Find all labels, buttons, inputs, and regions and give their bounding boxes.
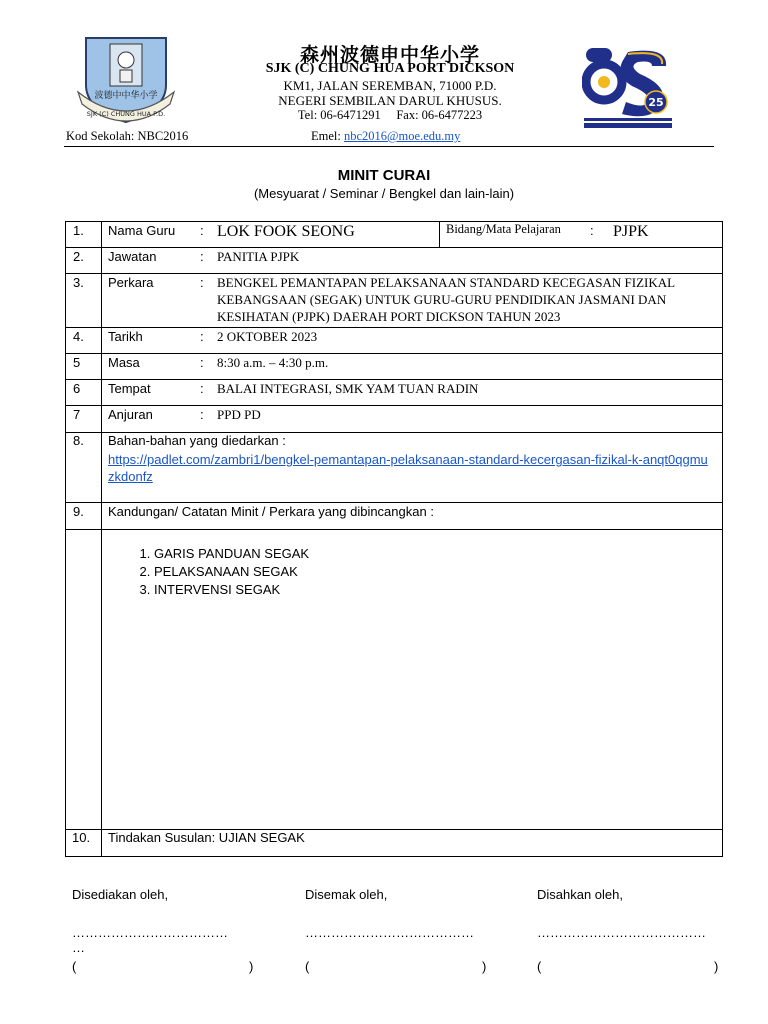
row-nama-guru [66,222,722,248]
row-label: Perkara [108,275,154,290]
row-number: 6 [73,381,81,396]
name-paren-close-3: ) [714,959,719,974]
row-value: BALAI INTEGRASI, SMK YAM TUAN RADIN [217,381,479,396]
row-number: 9. [73,504,84,519]
bidang-label: Bidang/Mata Pelajaran [446,222,561,236]
row-colon: : [200,355,204,370]
document-subtitle: (Mesyuarat / Seminar / Bengkel dan lain-lain) [253,186,515,201]
row-colon: : [200,381,204,396]
row-perkara [66,274,722,328]
document-title: MINIT CURAI [337,167,431,184]
disemak-label: Disemak oleh, [305,887,388,902]
address-line-1: KM1, JALAN SEREMBAN, 71000 P.D. [283,78,497,93]
row-number: 7 [73,407,81,422]
row-jawatan [66,248,722,274]
name-paren-close-1: ) [249,959,254,974]
list-item: 1. GARIS PANDUAN SEGAK [154,545,309,563]
crest-chinese-text: 波德中中华小学 [94,91,158,101]
minutes-table [65,221,723,857]
row-content [66,530,722,830]
header-divider [64,146,714,147]
row-value: BENGKEL PEMANTAPAN PELAKSANAAN STANDARD KECEGASAN FIZIKAL KEBANGSAAN (SEGAK) UNTUK GURU-GURU PENDIDIKAN JASMANI DAN KESIHATAN (PJPK) DAERAH PORT DICKSON TAHUN 2023 [217,275,675,324]
list-item: 2. PELAKSANAAN SEGAK [154,563,309,581]
row-anjuran [66,406,722,433]
row-number: 2. [73,249,84,264]
row-value: 8:30 a.m. – 4:30 p.m. [217,355,329,370]
signature-line-1-cont: … [72,940,85,955]
phone-fax: Tel: 06-6471291 Fax: 06-6477223 [297,108,483,122]
row-tempat [66,380,722,406]
row-label: Jawatan [108,249,157,264]
padlet-link[interactable]: https://padlet.com/zambri1/bengkel-pemantapan-pelaksanaan-standard-kecergasan-fizikal-k-anqt0qgmuzkdonfz [108,452,708,484]
row-colon: : [200,275,204,290]
address-line-2: NEGERI SEMBILAN DARUL KHUSUS. [278,93,502,108]
row-number: 1. [73,223,84,238]
row-label: Tempat [108,381,151,396]
transformasi-sekolah-logo [582,40,674,130]
school-name: SJK (C) CHUNG HUA PORT DICKSON [265,61,515,76]
row-number: 10. [72,830,91,845]
email-label: Emel: [311,129,344,143]
row-number: 4. [73,329,84,344]
disediakan-label: Disediakan oleh, [72,887,169,902]
row-tarikh [66,328,722,354]
crest-ribbon-text: SJK (C) CHUNG HUA P.D. [86,110,166,118]
signature-line-3: ………………………………… [537,925,706,940]
name-paren-open-2: ( [305,959,310,974]
email-line [311,129,460,144]
row-value: 2 OKTOBER 2023 [217,329,318,344]
name-paren-open-1: ( [72,959,77,974]
row-label: Anjuran [108,407,153,422]
bahan-label: Bahan-bahan yang diedarkan : [108,433,286,448]
row-label: Masa [108,355,140,370]
row-bahan [66,433,722,503]
row-value: LOK FOOK SEONG [217,223,355,240]
row-kandungan [66,503,722,530]
row-colon: : [200,249,204,264]
row-label: Nama Guru [108,223,176,238]
signature-line-1: ……………………………… [72,925,228,940]
bidang-value: PJPK [613,223,649,240]
row-label: Tarikh [108,329,143,344]
row-colon: : [200,329,204,344]
disahkan-label: Disahkan oleh, [537,887,623,902]
signature-line-2: ………………………………… [305,925,474,940]
discussion-list [132,545,309,599]
kod-sekolah: Kod Sekolah: NBC2016 [66,129,189,143]
bidang-colon: : [590,223,594,238]
name-paren-close-2: ) [482,959,487,974]
kandungan-label: Kandungan/ Catatan Minit / Perkara yang dibincangkan : [108,504,434,519]
name-paren-open-3: ( [537,959,542,974]
row-colon: : [200,223,204,238]
logo-number: 25 [648,96,664,109]
email-link[interactable]: nbc2016@moe.edu.my [343,129,461,143]
row-number: 5 [73,355,81,370]
row-masa [66,354,722,380]
row-colon: : [200,407,204,422]
row-value: PPD PD [217,407,261,422]
row-number: 8. [73,433,84,448]
row-number: 3. [73,275,84,290]
school-chinese-name: 森州波德申中华小学 [299,44,480,66]
row-value: PANITIA PJPK [217,249,300,264]
school-crest-logo [74,30,178,130]
tindakan-label: Tindakan Susulan: UJIAN SEGAK [108,830,305,845]
row-tindakan [66,830,722,856]
list-item: 3. INTERVENSI SEGAK [154,581,309,599]
